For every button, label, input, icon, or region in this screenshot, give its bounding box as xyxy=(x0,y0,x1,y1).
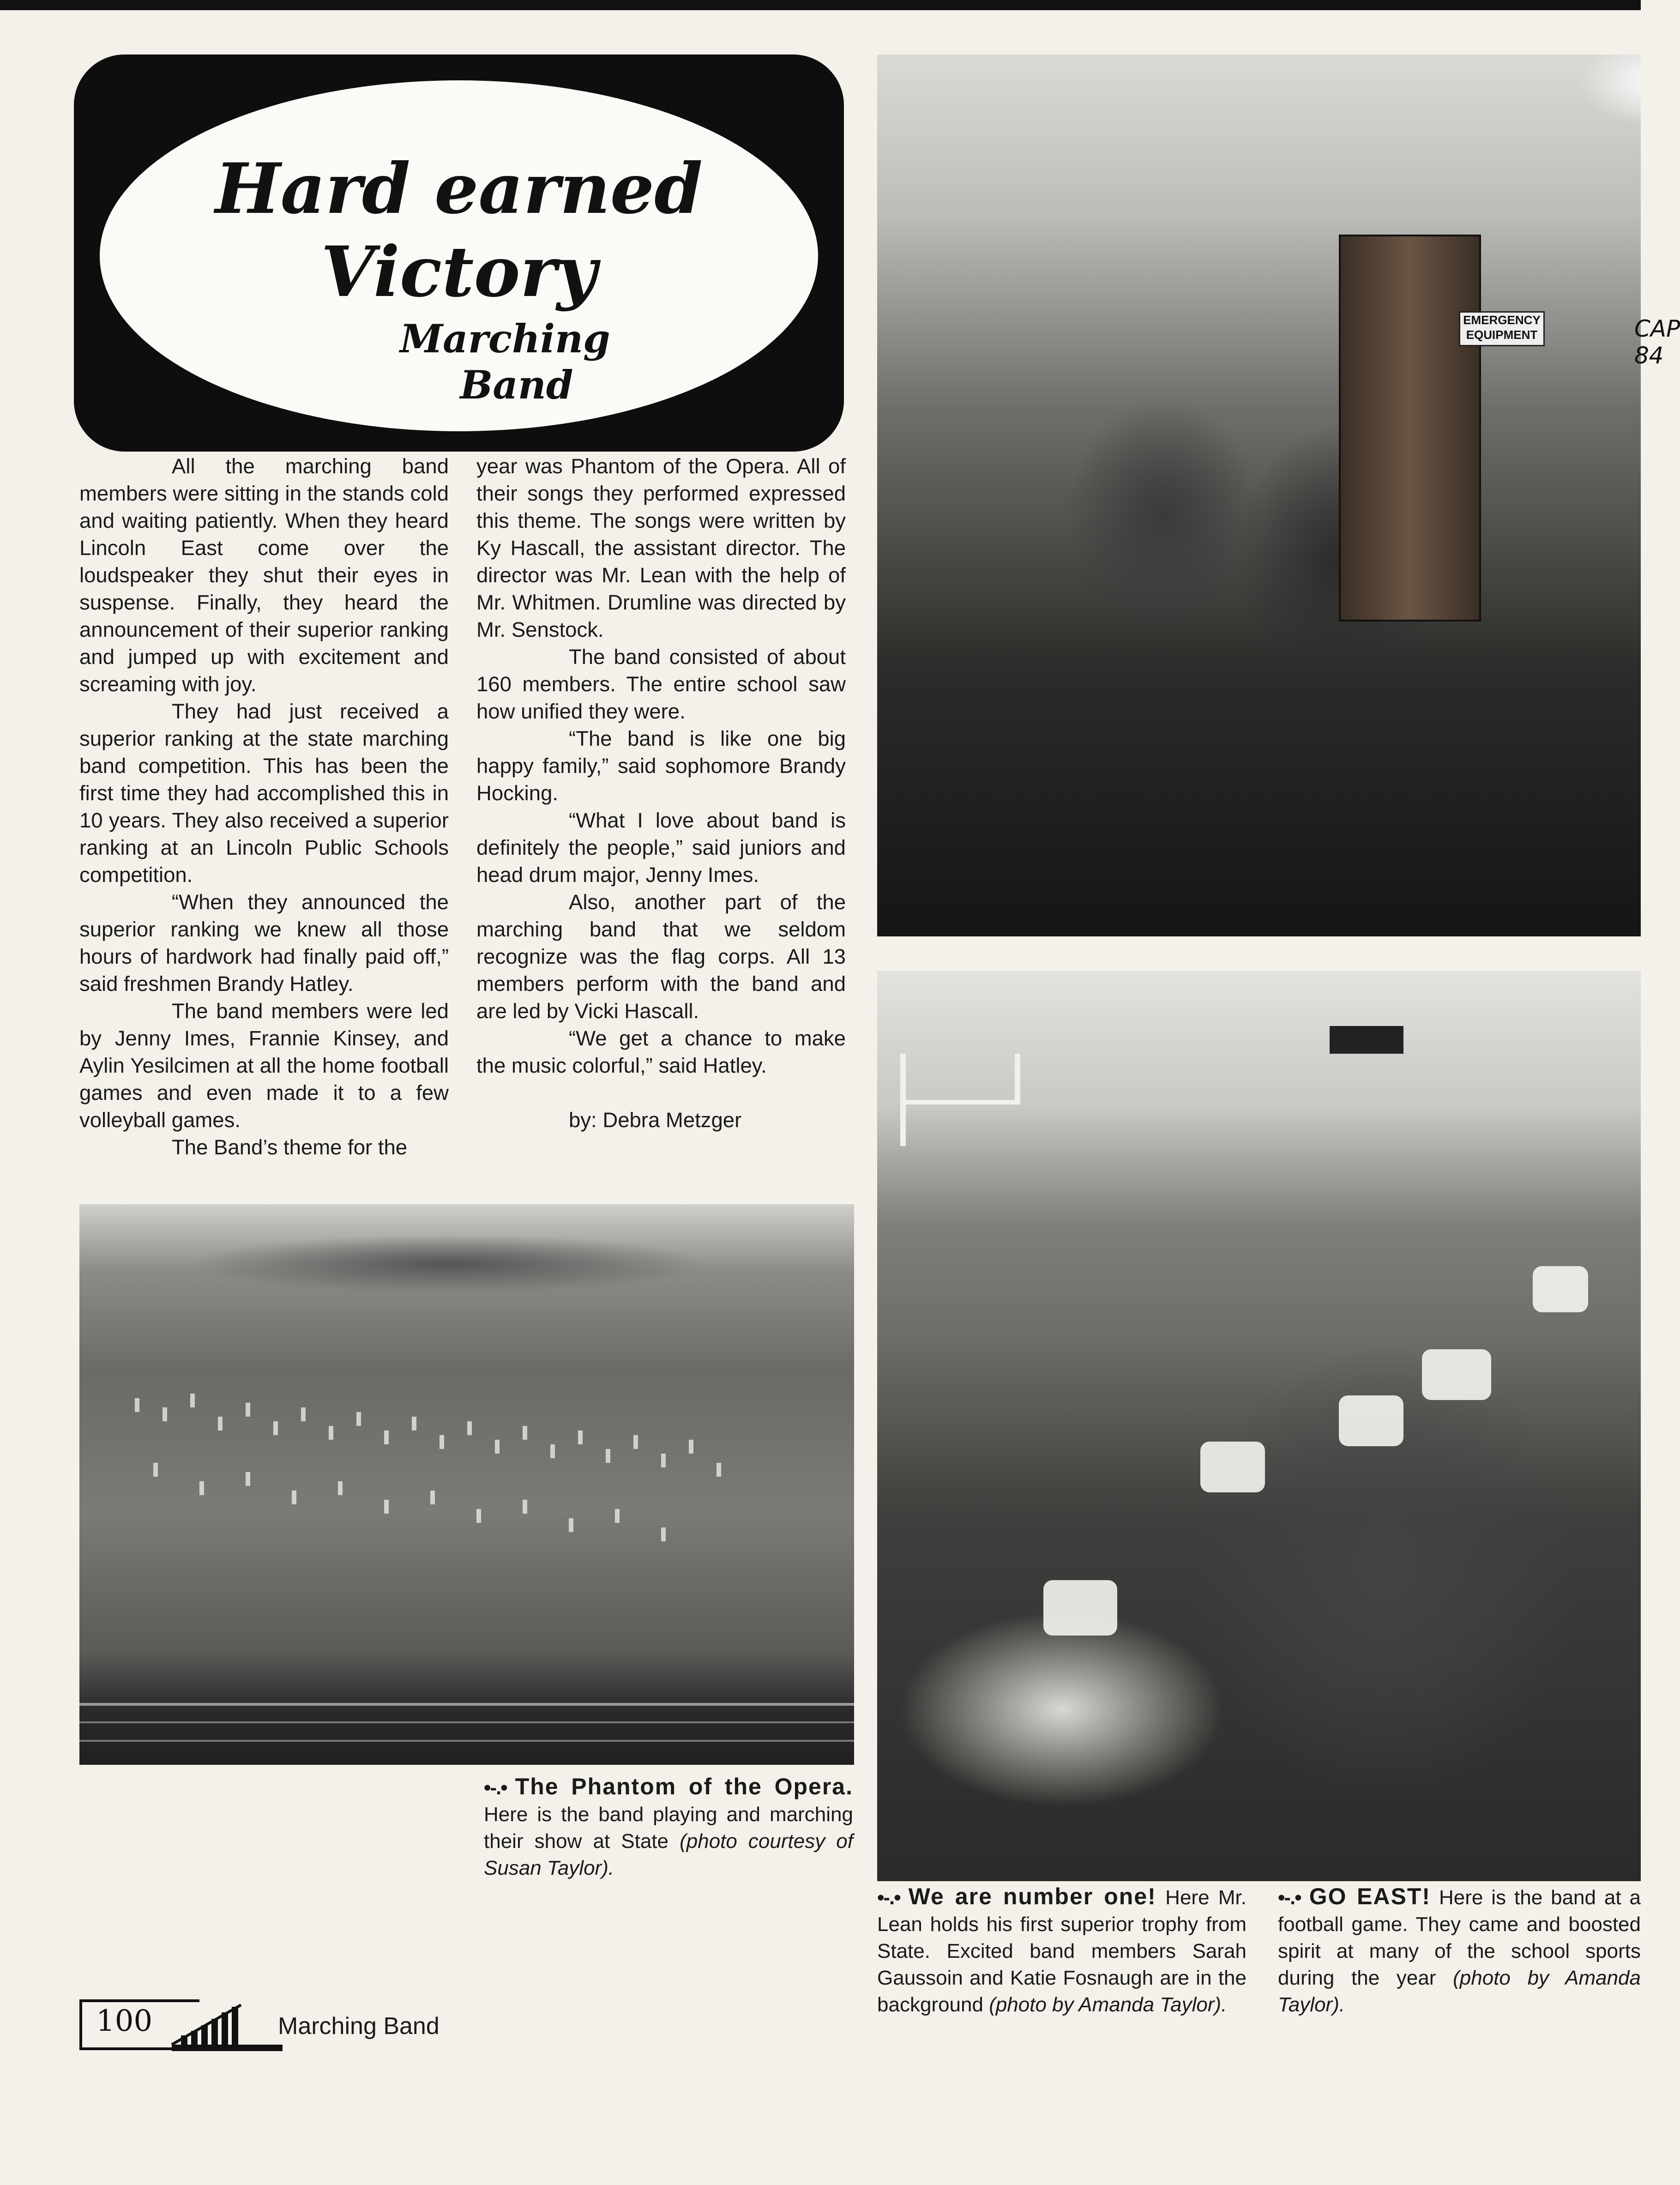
photo-credit: (photo by Amanda Taylor). xyxy=(1278,1967,1641,2016)
headline-line-1: Hard earned xyxy=(215,148,703,229)
page-number: 100 xyxy=(96,2004,153,2038)
caption-number-one xyxy=(877,1883,1246,2018)
headline xyxy=(100,150,818,408)
caption-body: Here Mr. Lean holds his first superior trophy from State. Excited band members Sarah Gaussoin and Katie Fosnaugh are in the background xyxy=(877,1886,1246,2016)
photo-band-in-stands xyxy=(877,971,1641,1881)
photo-credit: (photo courtesy of Susan Taylor). xyxy=(484,1830,854,1879)
caption-body: Here is the band playing and marching their show at State xyxy=(484,1803,853,1853)
bar-graphic-icon xyxy=(172,2003,283,2051)
paragraph: The band members were led by Jenny Imes, Frannie Kinsey, and Aylin Yesilcimen at all the home football games and even made it to a few volleyball games. xyxy=(79,999,449,1132)
title-oval xyxy=(100,80,818,431)
photo-bus-celebration xyxy=(877,54,1680,936)
paragraph: “The band is like one big happy family,” said sophomore Brandy Hocking. xyxy=(476,727,846,805)
paragraph: “When they announced the superior ranking we knew all those hours of hardwork had finally paid off,” said freshmen Brandy Hatley. xyxy=(79,890,449,996)
caption-phantom xyxy=(484,1773,853,1882)
stands-scene-illustration xyxy=(877,971,1641,1881)
caption-go-east xyxy=(1278,1883,1641,2018)
headline-line-2: Victory xyxy=(321,231,597,313)
paragraph: “What I love about band is definitely the people,” said juniors and head drum major, Jenny Imes. xyxy=(476,809,846,887)
paragraph: Also, another part of the marching band that we seldom recognize was the flag corps. All 13 members perform with the band and are led by Vicki Hascall. xyxy=(476,890,846,1023)
byline: by: Debra Metzger xyxy=(569,1108,742,1132)
paragraph: They had just received a superior ranking at the state marching band competition. This has been the first time they had accomplished this in 10 years. They also received a superior ranking at an Lincoln Public Schools competition. xyxy=(79,700,449,887)
article-column-2 xyxy=(476,453,846,1134)
section-label: Marching Band xyxy=(278,2013,440,2040)
bus-capacity-label: CAP 84 xyxy=(1634,315,1680,369)
paragraph: The Band’s theme for the xyxy=(172,1135,408,1159)
headline-line-4: Band xyxy=(460,362,573,408)
caption-lead: GO EAST! xyxy=(1309,1883,1431,1909)
article-column-1 xyxy=(79,453,449,1161)
headline-line-3: Marching xyxy=(400,316,610,362)
caption-lead: We are number one! xyxy=(908,1883,1156,1909)
caption-body: Here is the band at a football game. They came and boosted spirit at many of the school sports during the year xyxy=(1278,1886,1641,1989)
paragraph: All the marching band members were sitting in the stands cold and waiting patiently. When they heard Lincoln East come over the loudspeaker they shut their eyes in suspense. Finally, they heard the announcement of their superior ranking and jumped up with excitement and screaming with joy. xyxy=(79,454,449,696)
paragraph: year was Phantom of the Opera. All of their songs they performed expressed this theme. The songs were written by Ky Hascall, the assistant director. The director was Mr. Lean with the help of Mr. Whitmen. Drumline was directed by Mr. Senstock. xyxy=(476,454,846,641)
caption-lead: The Phantom of the Opera. xyxy=(515,1774,853,1799)
caption-bullet-icon: •-.• xyxy=(877,1886,900,1909)
page-folio xyxy=(79,1999,440,2053)
field-scene-illustration xyxy=(79,1204,854,1765)
top-border xyxy=(0,0,1641,10)
paragraph: “We get a chance to make the music colorful,” said Hatley. xyxy=(476,1026,846,1077)
title-block xyxy=(74,54,844,452)
trophy-icon xyxy=(1339,235,1481,622)
bus-emergency-sign: EMERGENCY EQUIPMENT xyxy=(1459,311,1545,346)
photo-credit: (photo by Amanda Taylor). xyxy=(989,1993,1227,2016)
caption-bullet-icon: •-.• xyxy=(484,1776,507,1799)
paragraph: The band consisted of about 160 members. The entire school saw how unified they were. xyxy=(476,645,846,723)
photo-band-on-field xyxy=(79,1204,854,1765)
caption-bullet-icon: •-.• xyxy=(1278,1886,1301,1909)
